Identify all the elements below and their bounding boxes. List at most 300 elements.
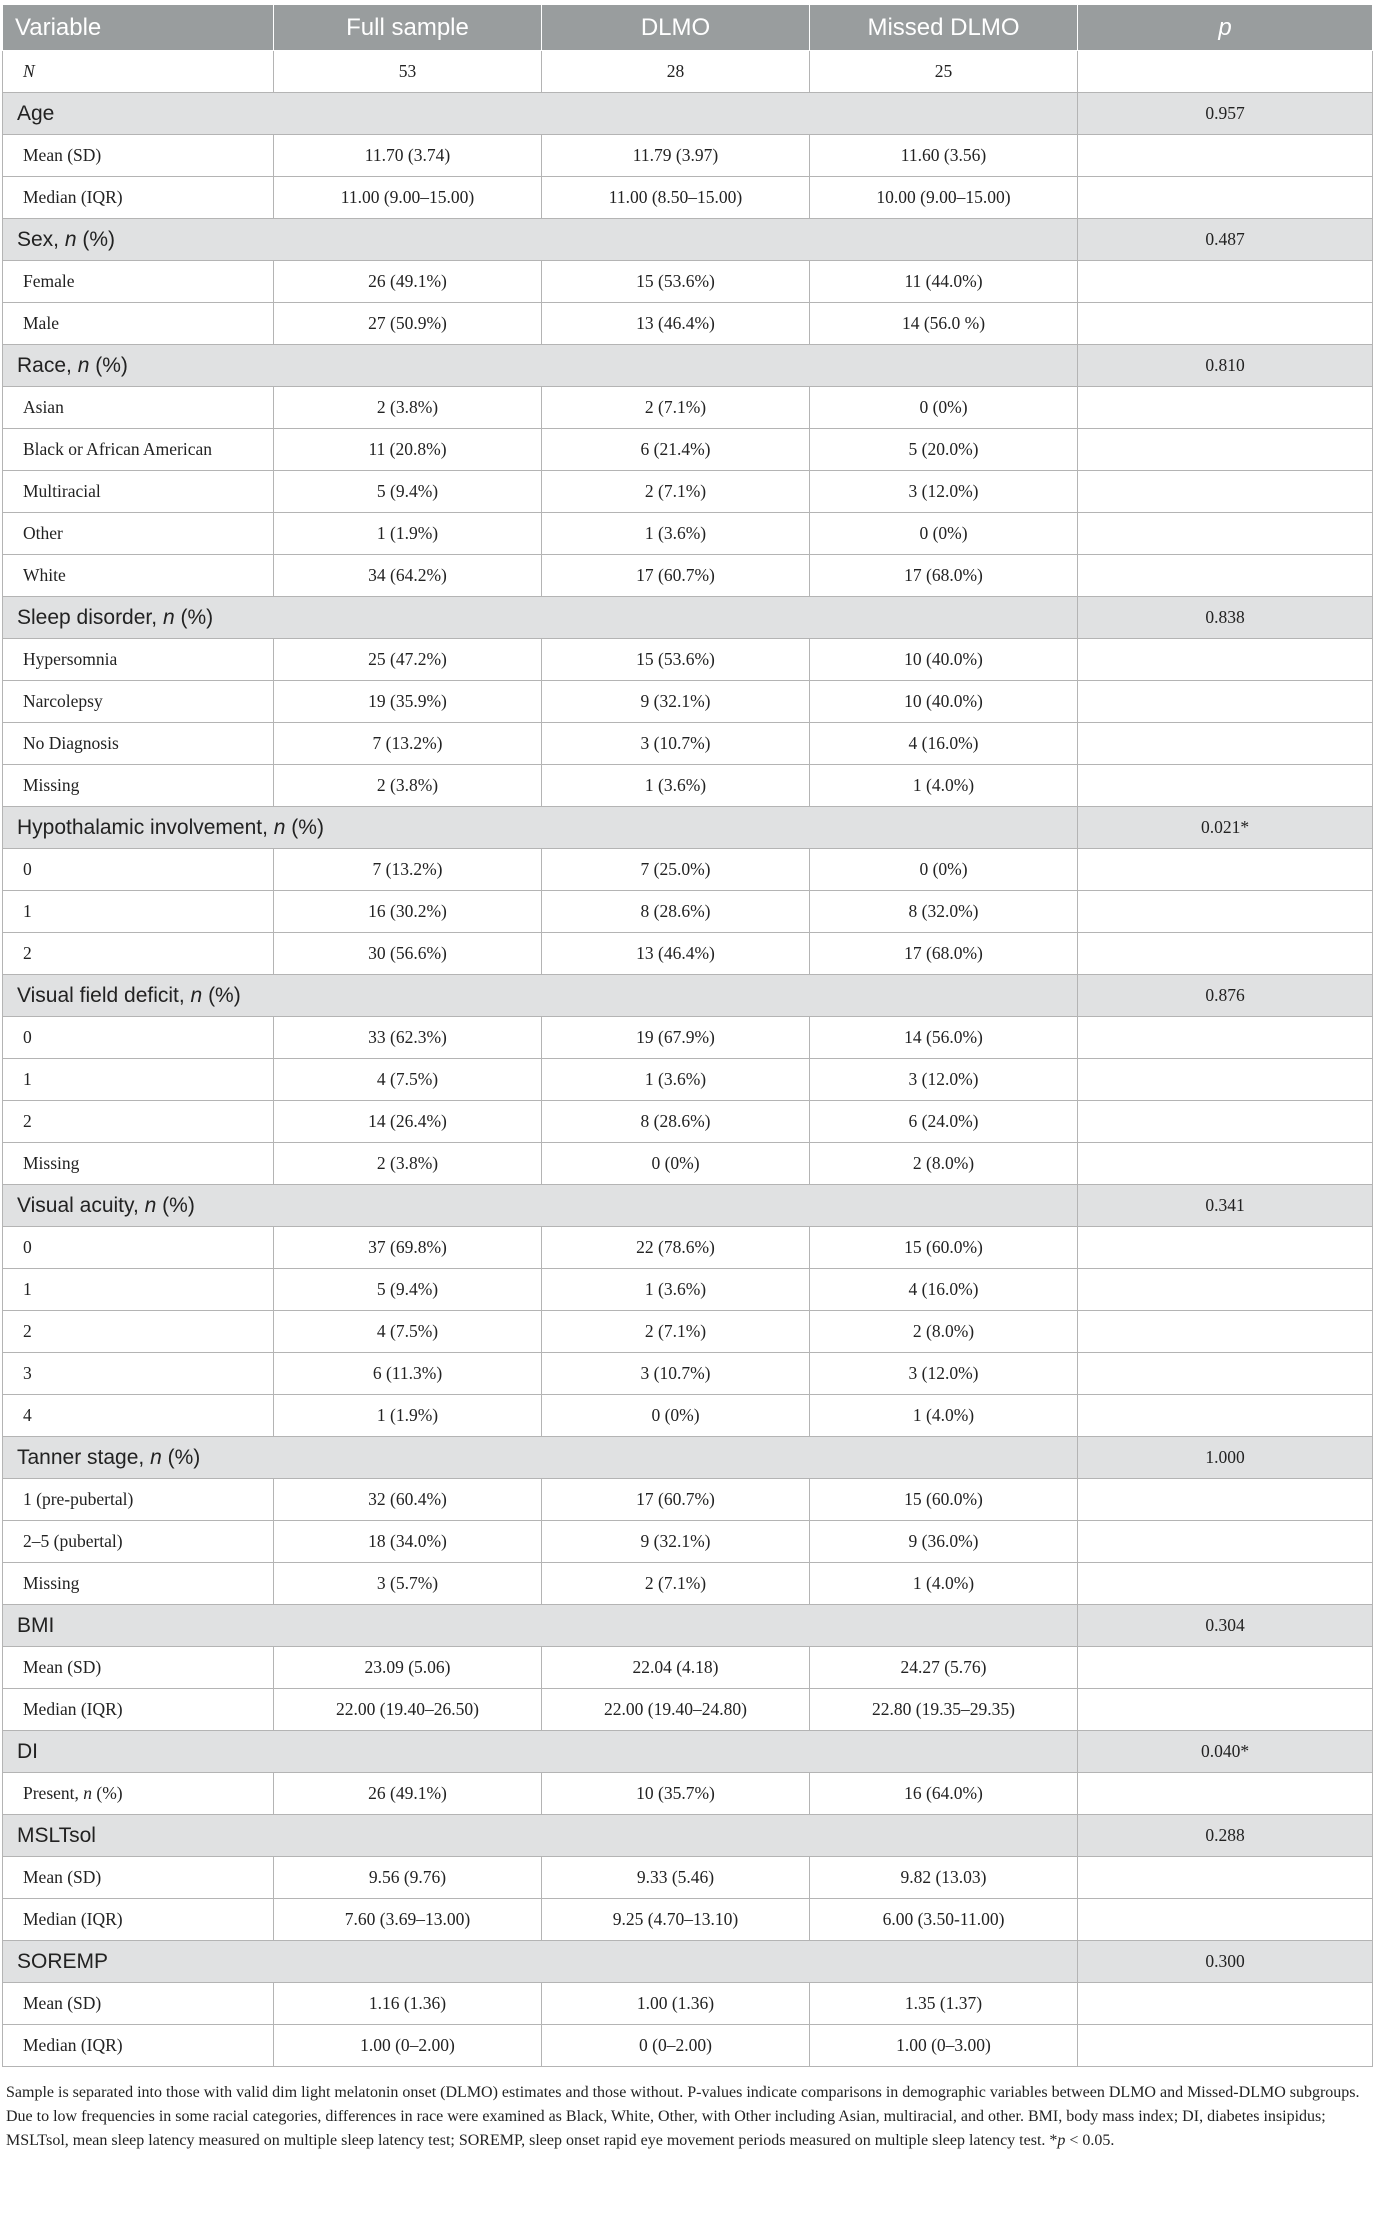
table-row bbox=[3, 1773, 1373, 1815]
row-label bbox=[3, 1143, 274, 1185]
row-label-text: 0 bbox=[23, 1237, 32, 1257]
p-value-cell bbox=[1078, 555, 1373, 597]
cell-full: 26 (49.1%) bbox=[274, 1773, 542, 1815]
cell-missed: 10 (40.0%) bbox=[810, 681, 1078, 723]
p-value-cell bbox=[1078, 429, 1373, 471]
cell-dlmo: 22 (78.6%) bbox=[542, 1227, 810, 1269]
p-value-cell: 0.021* bbox=[1078, 807, 1373, 849]
section-label-italic: n bbox=[150, 1445, 162, 1469]
table-row bbox=[3, 1353, 1373, 1395]
row-label-text: Other bbox=[23, 523, 63, 543]
row-label-text: 1 bbox=[23, 1069, 32, 1089]
cell-missed: 24.27 (5.76) bbox=[810, 1647, 1078, 1689]
p-value-cell bbox=[1078, 1101, 1373, 1143]
p-value-cell bbox=[1078, 765, 1373, 807]
row-label bbox=[3, 1773, 274, 1815]
row-label bbox=[3, 387, 274, 429]
row-label-text: Missing bbox=[23, 1153, 80, 1173]
row-label bbox=[3, 1479, 274, 1521]
cell-missed: 15 (60.0%) bbox=[810, 1227, 1078, 1269]
cell-full: 14 (26.4%) bbox=[274, 1101, 542, 1143]
table-row bbox=[3, 261, 1373, 303]
cell-missed: 3 (12.0%) bbox=[810, 1353, 1078, 1395]
section-label-italic: n bbox=[273, 815, 286, 839]
row-label-text: 2 bbox=[23, 943, 32, 963]
p-value-cell: 0.487 bbox=[1078, 219, 1373, 261]
table-row bbox=[3, 513, 1373, 555]
row-label bbox=[3, 891, 274, 933]
row-label-text: 2 bbox=[23, 1321, 32, 1341]
table-row bbox=[3, 1143, 1373, 1185]
cell-missed: 9.82 (13.03) bbox=[810, 1857, 1078, 1899]
row-label bbox=[3, 723, 274, 765]
cell-missed: 5 (20.0%) bbox=[810, 429, 1078, 471]
row-label bbox=[3, 471, 274, 513]
table-header bbox=[3, 5, 1373, 51]
section-label-text: Tanner stage, bbox=[17, 1445, 151, 1469]
table-row bbox=[3, 387, 1373, 429]
row-label bbox=[3, 1101, 274, 1143]
cell-missed: 1.35 (1.37) bbox=[810, 1983, 1078, 2025]
row-label-text: Black or African American bbox=[23, 439, 213, 459]
cell-missed: 22.80 (19.35–29.35) bbox=[810, 1689, 1078, 1731]
table-body bbox=[3, 51, 1373, 2067]
cell-full: 3 (5.7%) bbox=[274, 1563, 542, 1605]
section-row bbox=[3, 1731, 1373, 1773]
cell-full: 22.00 (19.40–26.50) bbox=[274, 1689, 542, 1731]
row-label-text: Multiracial bbox=[23, 481, 101, 501]
p-value-cell bbox=[1078, 849, 1373, 891]
table-row bbox=[3, 1521, 1373, 1563]
table-row bbox=[3, 933, 1373, 975]
table-row bbox=[3, 1395, 1373, 1437]
cell-full: 1 (1.9%) bbox=[274, 513, 542, 555]
row-label bbox=[3, 2025, 274, 2067]
section-label-italic: n bbox=[190, 983, 203, 1007]
p-value-cell bbox=[1078, 471, 1373, 513]
row-label bbox=[3, 429, 274, 471]
section-label-text: MSLTsol bbox=[17, 1823, 96, 1847]
section-label-suffix: (%) bbox=[76, 227, 116, 251]
row-label-text: Median (IQR) bbox=[23, 187, 123, 207]
cell-dlmo: 7 (25.0%) bbox=[542, 849, 810, 891]
p-value-cell bbox=[1078, 1353, 1373, 1395]
section-label-text: Sex, bbox=[17, 227, 65, 251]
cell-full: 23.09 (5.06) bbox=[274, 1647, 542, 1689]
cell-missed: 1 (4.0%) bbox=[810, 1563, 1078, 1605]
cell-missed: 0 (0%) bbox=[810, 513, 1078, 555]
cell-full: 53 bbox=[274, 51, 542, 93]
section-label-text: Sleep disorder, bbox=[17, 605, 163, 629]
section-label-text: Race, bbox=[17, 353, 78, 377]
section-label-text: DI bbox=[17, 1739, 38, 1763]
cell-full: 1.00 (0–2.00) bbox=[274, 2025, 542, 2067]
row-label-text: Median (IQR) bbox=[23, 2035, 123, 2055]
cell-missed: 1 (4.0%) bbox=[810, 765, 1078, 807]
cell-full: 11.00 (9.00–15.00) bbox=[274, 177, 542, 219]
table-row bbox=[3, 1017, 1373, 1059]
section-label bbox=[3, 1815, 1078, 1857]
row-label bbox=[3, 1311, 274, 1353]
row-label-text: No Diagnosis bbox=[23, 733, 119, 753]
cell-full: 2 (3.8%) bbox=[274, 387, 542, 429]
row-label-text: Asian bbox=[23, 397, 64, 417]
row-label-text: Missing bbox=[23, 775, 80, 795]
cell-missed: 4 (16.0%) bbox=[810, 1269, 1078, 1311]
section-label-text: Visual acuity, bbox=[17, 1193, 145, 1217]
table-row bbox=[3, 891, 1373, 933]
cell-dlmo: 0 (0–2.00) bbox=[542, 2025, 810, 2067]
row-label-italic: n bbox=[83, 1783, 93, 1803]
cell-missed: 16 (64.0%) bbox=[810, 1773, 1078, 1815]
section-label-suffix: (%) bbox=[161, 1445, 201, 1469]
table-row bbox=[3, 765, 1373, 807]
p-value-cell: 0.341 bbox=[1078, 1185, 1373, 1227]
p-value-cell: 0.040* bbox=[1078, 1731, 1373, 1773]
section-row bbox=[3, 1185, 1373, 1227]
section-label bbox=[3, 1437, 1078, 1479]
demographics-table bbox=[2, 4, 1373, 2067]
section-row bbox=[3, 345, 1373, 387]
cell-dlmo: 3 (10.7%) bbox=[542, 723, 810, 765]
cell-full: 11.70 (3.74) bbox=[274, 135, 542, 177]
p-value-cell: 0.304 bbox=[1078, 1605, 1373, 1647]
p-value-cell bbox=[1078, 1647, 1373, 1689]
cell-dlmo: 2 (7.1%) bbox=[542, 1311, 810, 1353]
row-label-text: Missing bbox=[23, 1573, 80, 1593]
section-label-italic: n bbox=[64, 227, 77, 251]
section-label-suffix: (%) bbox=[174, 605, 214, 629]
cell-full: 2 (3.8%) bbox=[274, 765, 542, 807]
cell-full: 19 (35.9%) bbox=[274, 681, 542, 723]
section-label-suffix: (%) bbox=[202, 983, 241, 1007]
row-label bbox=[3, 1689, 274, 1731]
p-value-cell bbox=[1078, 303, 1373, 345]
row-label-text: 3 bbox=[23, 1363, 32, 1383]
table-row bbox=[3, 1983, 1373, 2025]
section-label bbox=[3, 93, 1078, 135]
cell-missed: 4 (16.0%) bbox=[810, 723, 1078, 765]
row-label bbox=[3, 135, 274, 177]
row-label-text: Mean (SD) bbox=[23, 1993, 102, 2013]
table-row bbox=[3, 1227, 1373, 1269]
row-label-text: Median (IQR) bbox=[23, 1699, 123, 1719]
cell-dlmo: 9 (32.1%) bbox=[542, 681, 810, 723]
section-label-suffix: (%) bbox=[156, 1193, 195, 1217]
cell-missed: 2 (8.0%) bbox=[810, 1143, 1078, 1185]
p-value-cell: 0.876 bbox=[1078, 975, 1373, 1017]
section-row bbox=[3, 975, 1373, 1017]
p-value-cell bbox=[1078, 1563, 1373, 1605]
cell-full: 6 (11.3%) bbox=[274, 1353, 542, 1395]
row-label bbox=[3, 849, 274, 891]
caption-text: Sample is separated into those with valid dim light melatonin onset (DLMO) estimates and those without. P-values indicate comparisons in demographic variables between DLMO and Missed-DLMO subgroups. Due to low frequencies in some racial categories, differences in race were examined as Black, White, Other, with Other including Asian, multiracial, and other. BMI, body mass index; DI, diabetes insipidus; MSLTsol, mean sleep latency measured on multiple sleep latency test; SOREMP, sleep onset rapid eye movement periods measured on multiple sleep latency test. bbox=[6, 2084, 1360, 2149]
cell-missed: 6 (24.0%) bbox=[810, 1101, 1078, 1143]
p-value-cell bbox=[1078, 2025, 1373, 2067]
section-label-text: SOREMP bbox=[17, 1949, 109, 1973]
row-label-text: Median (IQR) bbox=[23, 1909, 123, 1929]
cell-dlmo: 1 (3.6%) bbox=[542, 1269, 810, 1311]
table-row bbox=[3, 1857, 1373, 1899]
cell-full: 1 (1.9%) bbox=[274, 1395, 542, 1437]
row-label bbox=[3, 303, 274, 345]
p-value-cell: 0.810 bbox=[1078, 345, 1373, 387]
cell-full: 7 (13.2%) bbox=[274, 723, 542, 765]
table-row bbox=[3, 1059, 1373, 1101]
p-value-cell bbox=[1078, 51, 1373, 93]
cell-dlmo: 22.00 (19.40–24.80) bbox=[542, 1689, 810, 1731]
cell-missed: 1.00 (0–3.00) bbox=[810, 2025, 1078, 2067]
row-label-text: 1 bbox=[23, 1279, 32, 1299]
section-row bbox=[3, 1815, 1373, 1857]
cell-missed: 15 (60.0%) bbox=[810, 1479, 1078, 1521]
cell-dlmo: 11.00 (8.50–15.00) bbox=[542, 177, 810, 219]
row-label-text: 2 bbox=[23, 1111, 32, 1131]
cell-missed: 11.60 (3.56) bbox=[810, 135, 1078, 177]
table-row bbox=[3, 1647, 1373, 1689]
row-label-text: White bbox=[23, 565, 66, 585]
p-value-cell bbox=[1078, 1311, 1373, 1353]
cell-dlmo: 6 (21.4%) bbox=[542, 429, 810, 471]
cell-dlmo: 28 bbox=[542, 51, 810, 93]
table-row bbox=[3, 1899, 1373, 1941]
cell-dlmo: 15 (53.6%) bbox=[542, 261, 810, 303]
p-value-cell bbox=[1078, 1857, 1373, 1899]
table-container bbox=[2, 4, 1372, 2153]
p-value-cell: 0.300 bbox=[1078, 1941, 1373, 1983]
table-row bbox=[3, 555, 1373, 597]
table-row bbox=[3, 303, 1373, 345]
cell-full: 33 (62.3%) bbox=[274, 1017, 542, 1059]
section-label bbox=[3, 219, 1078, 261]
cell-dlmo: 19 (67.9%) bbox=[542, 1017, 810, 1059]
cell-missed: 8 (32.0%) bbox=[810, 891, 1078, 933]
caption-footnote-rest: < 0.05. bbox=[1065, 2132, 1115, 2149]
p-value-cell bbox=[1078, 723, 1373, 765]
cell-full: 16 (30.2%) bbox=[274, 891, 542, 933]
cell-dlmo: 9 (32.1%) bbox=[542, 1521, 810, 1563]
p-value-cell bbox=[1078, 135, 1373, 177]
section-row bbox=[3, 1941, 1373, 1983]
cell-missed: 9 (36.0%) bbox=[810, 1521, 1078, 1563]
table-row bbox=[3, 723, 1373, 765]
table-row bbox=[3, 1311, 1373, 1353]
cell-dlmo: 9.25 (4.70–13.10) bbox=[542, 1899, 810, 1941]
cell-full: 4 (7.5%) bbox=[274, 1059, 542, 1101]
section-label bbox=[3, 807, 1078, 849]
cell-missed: 14 (56.0%) bbox=[810, 1017, 1078, 1059]
section-label-italic: n bbox=[144, 1193, 157, 1217]
p-value-cell bbox=[1078, 1479, 1373, 1521]
p-value-cell bbox=[1078, 1773, 1373, 1815]
table-row bbox=[3, 849, 1373, 891]
cell-dlmo: 17 (60.7%) bbox=[542, 1479, 810, 1521]
header-variable: Variable bbox=[3, 5, 274, 51]
cell-missed: 3 (12.0%) bbox=[810, 471, 1078, 513]
header-row bbox=[3, 5, 1373, 51]
row-label-text: Male bbox=[23, 313, 59, 333]
section-row bbox=[3, 597, 1373, 639]
p-value-cell bbox=[1078, 387, 1373, 429]
section-label-suffix: (%) bbox=[89, 353, 128, 377]
p-value-cell bbox=[1078, 1227, 1373, 1269]
cell-missed: 1 (4.0%) bbox=[810, 1395, 1078, 1437]
cell-missed: 0 (0%) bbox=[810, 387, 1078, 429]
cell-dlmo: 1 (3.6%) bbox=[542, 513, 810, 555]
cell-missed: 3 (12.0%) bbox=[810, 1059, 1078, 1101]
cell-missed: 10.00 (9.00–15.00) bbox=[810, 177, 1078, 219]
cell-dlmo: 1.00 (1.36) bbox=[542, 1983, 810, 2025]
p-value-cell bbox=[1078, 1689, 1373, 1731]
section-label bbox=[3, 975, 1078, 1017]
cell-dlmo: 1 (3.6%) bbox=[542, 765, 810, 807]
cell-dlmo: 3 (10.7%) bbox=[542, 1353, 810, 1395]
cell-dlmo: 13 (46.4%) bbox=[542, 303, 810, 345]
row-label bbox=[3, 1395, 274, 1437]
row-label-text: 4 bbox=[23, 1405, 32, 1425]
row-label-text: Female bbox=[23, 271, 75, 291]
cell-full: 11 (20.8%) bbox=[274, 429, 542, 471]
cell-missed: 17 (68.0%) bbox=[810, 555, 1078, 597]
section-label-text: Hypothalamic involvement, bbox=[17, 815, 274, 839]
cell-full: 30 (56.6%) bbox=[274, 933, 542, 975]
row-label bbox=[3, 1899, 274, 1941]
p-value-cell bbox=[1078, 1017, 1373, 1059]
p-value-cell: 0.288 bbox=[1078, 1815, 1373, 1857]
table-row bbox=[3, 681, 1373, 723]
cell-missed: 2 (8.0%) bbox=[810, 1311, 1078, 1353]
cell-full: 1.16 (1.36) bbox=[274, 1983, 542, 2025]
table-row bbox=[3, 1479, 1373, 1521]
section-label bbox=[3, 345, 1078, 387]
row-label bbox=[3, 1563, 274, 1605]
table-row bbox=[3, 1269, 1373, 1311]
row-label-text: Present, bbox=[23, 1783, 84, 1803]
table-row bbox=[3, 135, 1373, 177]
row-label bbox=[3, 555, 274, 597]
cell-full: 7 (13.2%) bbox=[274, 849, 542, 891]
cell-dlmo: 2 (7.1%) bbox=[542, 1563, 810, 1605]
row-label bbox=[3, 261, 274, 303]
p-value-cell bbox=[1078, 177, 1373, 219]
cell-dlmo: 0 (0%) bbox=[542, 1395, 810, 1437]
cell-full: 2 (3.8%) bbox=[274, 1143, 542, 1185]
cell-full: 5 (9.4%) bbox=[274, 1269, 542, 1311]
p-value-cell bbox=[1078, 1521, 1373, 1563]
section-label bbox=[3, 1185, 1078, 1227]
p-value-cell bbox=[1078, 1269, 1373, 1311]
section-row bbox=[3, 807, 1373, 849]
row-label-text: N bbox=[23, 61, 35, 81]
row-label bbox=[3, 51, 274, 93]
section-label-italic: n bbox=[77, 353, 90, 377]
table-row bbox=[3, 639, 1373, 681]
cell-dlmo: 17 (60.7%) bbox=[542, 555, 810, 597]
row-label bbox=[3, 933, 274, 975]
row-label bbox=[3, 1353, 274, 1395]
cell-dlmo: 0 (0%) bbox=[542, 1143, 810, 1185]
row-label-text: Hypersomnia bbox=[23, 649, 118, 669]
section-row bbox=[3, 93, 1373, 135]
row-label bbox=[3, 1521, 274, 1563]
section-row bbox=[3, 1437, 1373, 1479]
row-label bbox=[3, 513, 274, 555]
p-value-cell bbox=[1078, 1899, 1373, 1941]
row-label bbox=[3, 1269, 274, 1311]
p-value-cell bbox=[1078, 1143, 1373, 1185]
cell-dlmo: 1 (3.6%) bbox=[542, 1059, 810, 1101]
row-label bbox=[3, 177, 274, 219]
cell-dlmo: 2 (7.1%) bbox=[542, 387, 810, 429]
p-value-cell bbox=[1078, 513, 1373, 555]
row-label bbox=[3, 1017, 274, 1059]
row-label-text: 1 bbox=[23, 901, 32, 921]
cell-full: 27 (50.9%) bbox=[274, 303, 542, 345]
section-label bbox=[3, 1731, 1078, 1773]
row-label bbox=[3, 1647, 274, 1689]
cell-full: 26 (49.1%) bbox=[274, 261, 542, 303]
cell-full: 7.60 (3.69–13.00) bbox=[274, 1899, 542, 1941]
cell-missed: 10 (40.0%) bbox=[810, 639, 1078, 681]
row-label-text: Mean (SD) bbox=[23, 145, 102, 165]
row-label bbox=[3, 1059, 274, 1101]
table-row bbox=[3, 1689, 1373, 1731]
cell-dlmo: 11.79 (3.97) bbox=[542, 135, 810, 177]
cell-full: 9.56 (9.76) bbox=[274, 1857, 542, 1899]
section-row bbox=[3, 1605, 1373, 1647]
section-row bbox=[3, 219, 1373, 261]
p-value-cell bbox=[1078, 1983, 1373, 2025]
row-label bbox=[3, 765, 274, 807]
cell-dlmo: 8 (28.6%) bbox=[542, 891, 810, 933]
p-value-cell: 0.957 bbox=[1078, 93, 1373, 135]
p-value-cell: 0.838 bbox=[1078, 597, 1373, 639]
p-value-cell bbox=[1078, 639, 1373, 681]
cell-dlmo: 15 (53.6%) bbox=[542, 639, 810, 681]
row-label bbox=[3, 1857, 274, 1899]
row-label bbox=[3, 681, 274, 723]
cell-missed: 14 (56.0 %) bbox=[810, 303, 1078, 345]
cell-dlmo: 10 (35.7%) bbox=[542, 1773, 810, 1815]
row-label-suffix: (%) bbox=[92, 1783, 123, 1803]
row-label bbox=[3, 1983, 274, 2025]
table-row bbox=[3, 471, 1373, 513]
table-row bbox=[3, 1563, 1373, 1605]
cell-missed: 17 (68.0%) bbox=[810, 933, 1078, 975]
caption-footnote-var: p bbox=[1057, 2132, 1066, 2149]
row-label-text: Mean (SD) bbox=[23, 1657, 102, 1677]
row-label bbox=[3, 1227, 274, 1269]
section-label-suffix: (%) bbox=[285, 815, 324, 839]
header-full-sample: Full sample bbox=[274, 5, 542, 51]
cell-full: 5 (9.4%) bbox=[274, 471, 542, 513]
cell-full: 25 (47.2%) bbox=[274, 639, 542, 681]
cell-missed: 11 (44.0%) bbox=[810, 261, 1078, 303]
row-label-text: 0 bbox=[23, 1027, 32, 1047]
table-caption bbox=[2, 2081, 1372, 2153]
row-label-text: Narcolepsy bbox=[23, 691, 103, 711]
p-value-cell bbox=[1078, 1395, 1373, 1437]
section-label-italic: n bbox=[162, 605, 175, 629]
cell-full: 32 (60.4%) bbox=[274, 1479, 542, 1521]
row-label-text: 2–5 (pubertal) bbox=[23, 1531, 123, 1551]
table-row bbox=[3, 429, 1373, 471]
cell-missed: 25 bbox=[810, 51, 1078, 93]
cell-dlmo: 9.33 (5.46) bbox=[542, 1857, 810, 1899]
cell-dlmo: 22.04 (4.18) bbox=[542, 1647, 810, 1689]
table-row bbox=[3, 51, 1373, 93]
row-label-text: 1 (pre-pubertal) bbox=[23, 1489, 134, 1509]
